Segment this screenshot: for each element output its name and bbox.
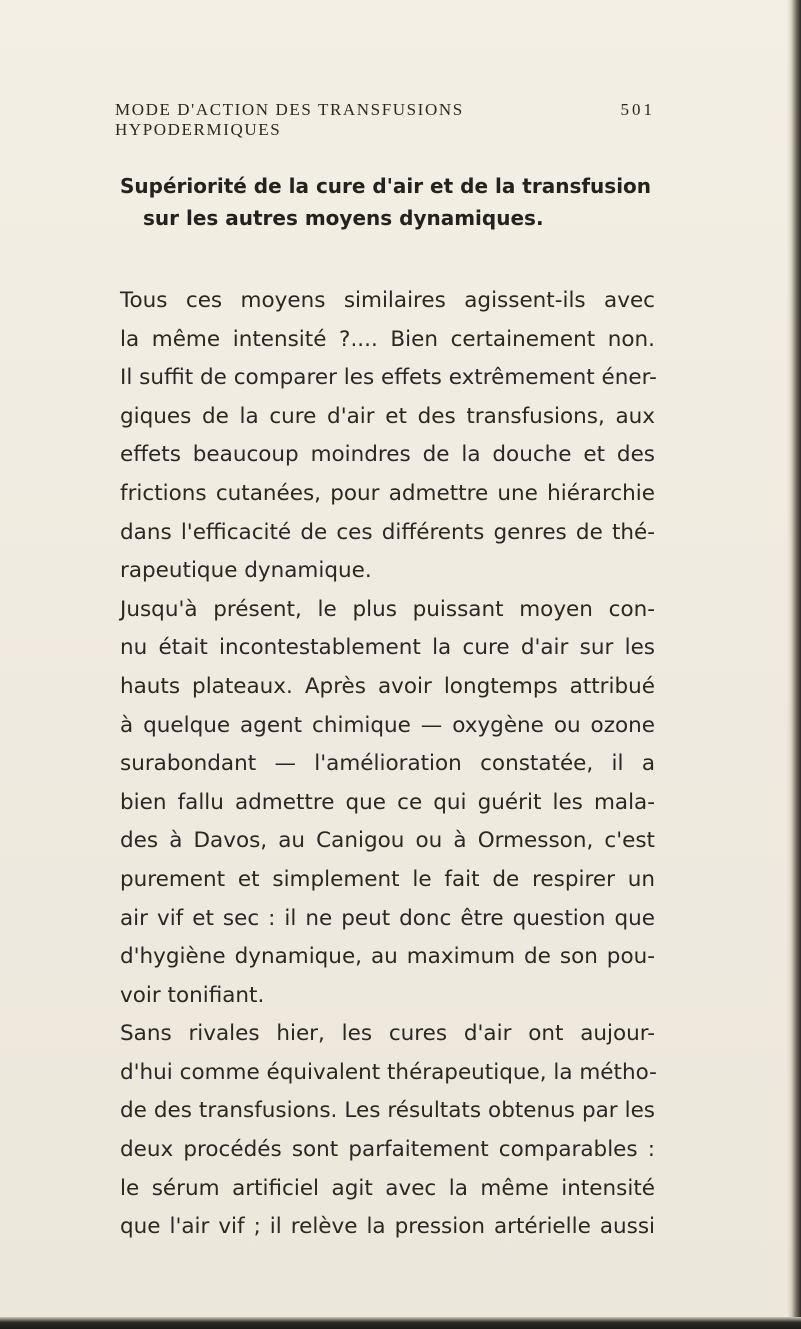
text-line: surabondant — l'amélioration constatée, il a: [120, 751, 655, 777]
text-line: hauts plateaux. Après avoir longtemps attribué: [120, 673, 655, 699]
running-head-title: MODE D'ACTION DES TRANSFUSIONS HYPODERMIQUES: [115, 100, 464, 139]
text-line: le sérum artificiel agit avec la même intensité: [120, 1175, 655, 1201]
body-text: [120, 282, 655, 1247]
text-line: rapeutique dynamique.: [120, 558, 372, 584]
text-line: bien fallu admettre que ce qui guérit les mala-: [120, 789, 655, 815]
text-line: à quelque agent chimique — oxygène ou ozone: [120, 712, 655, 738]
section-heading-line-1: Supériorité de la cure d'air et de la transfusion: [120, 174, 652, 198]
text-line: nu était incontestablement la cure d'air sur les: [120, 635, 655, 661]
page-bottom-edge: [0, 1317, 801, 1329]
page-number: 501: [620, 100, 655, 119]
text-line: deux procédés sont parfaitement comparables :: [120, 1137, 655, 1163]
text-line: de des transfusions. Les résultats obtenus par les: [120, 1098, 655, 1124]
text-line: la même intensité ?.... Bien certainement non.: [120, 326, 655, 352]
text-line: dans l'efficacité de ces différents genres de thé-: [120, 519, 655, 545]
text-line: Jusqu'à présent, le plus puissant moyen con-: [120, 596, 655, 622]
text-line: d'hygiène dynamique, au maximum de son pou-: [120, 944, 655, 970]
section-heading-line-2: sur les autres moyens dynamiques.: [143, 206, 544, 230]
text-line: voir tonifiant.: [120, 982, 265, 1008]
text-line: des à Davos, au Canigou ou à Ormesson, c'est: [120, 828, 655, 854]
page-edge-shadow: [787, 0, 801, 1329]
text-line: d'hui comme équivalent thérapeutique, la métho-: [120, 1059, 657, 1085]
text-line: que l'air vif ; il relève la pression artérielle aussi: [120, 1214, 655, 1240]
text-line: Tous ces moyens similaires agissent-ils avec: [120, 288, 655, 313]
text-line: giques de la cure d'air et des transfusions, aux: [120, 403, 655, 429]
section-heading: [120, 170, 680, 234]
running-head: [115, 100, 655, 140]
text-line: Il suffit de comparer les effets extrêmement éner-: [120, 365, 657, 391]
text-line: Sans rivales hier, les cures d'air ont aujour-: [120, 1021, 655, 1047]
text-line: air vif et sec : il ne peut donc être question que: [120, 905, 655, 931]
text-line: frictions cutanées, pour admettre une hiérarchie: [120, 480, 655, 506]
text-line: purement et simplement le fait de respirer un: [120, 866, 655, 892]
text-line: effets beaucoup moindres de la douche et des: [120, 442, 655, 468]
